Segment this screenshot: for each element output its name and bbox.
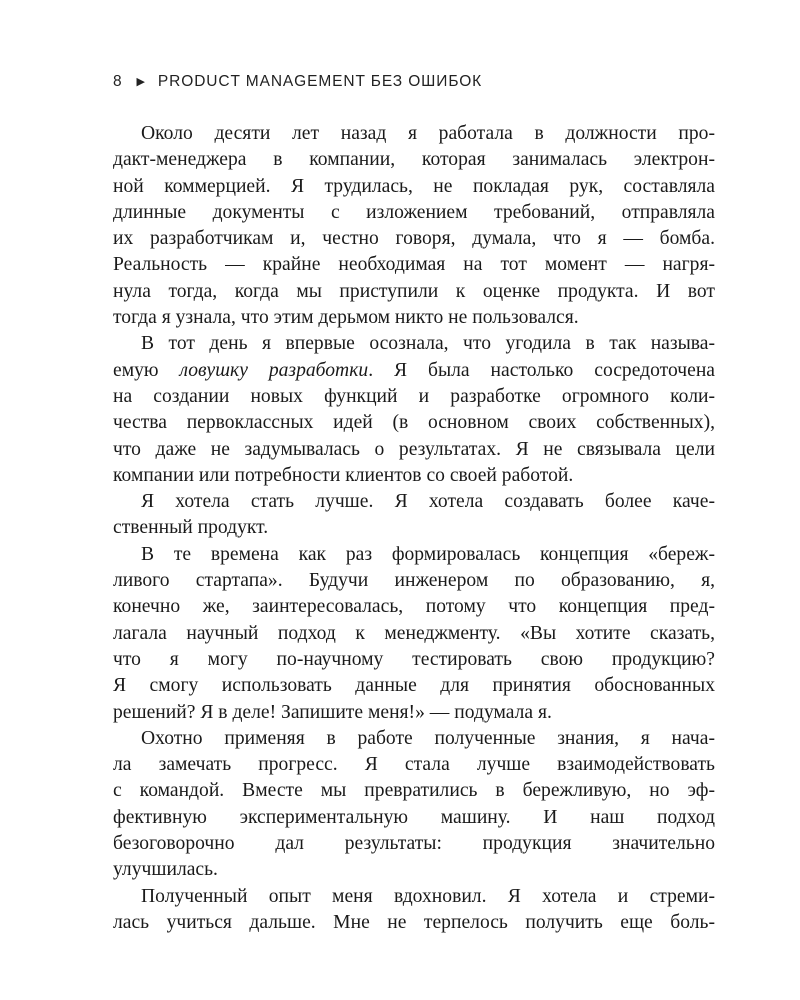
text-line-with-italic — [113, 358, 715, 384]
text-line: Охотно применяя в работе полученные знания, я нача- — [141, 727, 715, 749]
text-line: Около десяти лет назад я работала в должности про- — [141, 123, 715, 144]
text-line: дакт-менеджера в компании, которая занималась электрон- — [113, 149, 715, 171]
text-line: В те времена как раз формировалась концепция «береж- — [141, 543, 715, 565]
text-line: ливого стартапа». Будучи инженером по образованию, я, — [113, 570, 715, 592]
text-line: тогда я узнала, что этим дерьмом никто не пользовался. — [113, 307, 579, 329]
page-number: 8 — [113, 73, 123, 90]
text-line: В тот день я впервые осознала, что угодила в так называ- — [141, 333, 715, 355]
text-line: ной коммерцией. Я трудилась, не покладая рук, составляла — [113, 175, 715, 197]
text-line: улучшилась. — [113, 859, 218, 881]
text-line: на создании новых функций и разработке огромного коли- — [113, 385, 715, 407]
text-line: решений? Я в деле! Запишите меня!» — подумала я. — [113, 701, 552, 723]
text-line: Я хотела стать лучше. Я хотела создавать более каче- — [141, 491, 715, 513]
text-line: компании или потребности клиентов со своей работой. — [113, 464, 574, 486]
running-head — [113, 71, 482, 93]
text-line: Полученный опыт меня вдохновил. Я хотела и стреми- — [141, 885, 715, 907]
running-head-title: PRODUCT MANAGEMENT БЕЗ ОШИБОК — [157, 73, 483, 90]
text-line: лагала научный подход к менеджменту. «Вы хотите сказать, — [113, 622, 715, 644]
text-line: что даже не задумывалась о результатах. Я не связывала цели — [113, 438, 715, 460]
text-run: . Я была настолько сосредоточена — [368, 359, 715, 381]
text-line: конечно же, заинтересовалась, потому что концепция пред- — [113, 596, 715, 618]
triangle-marker-icon: ▶ — [136, 76, 146, 88]
text-line: Я смогу использовать данные для принятия обоснованных — [113, 675, 715, 697]
text-line: лась учиться дальше. Мне не терпелось получить еще боль- — [113, 911, 715, 933]
italic-term: ловушку разработки — [179, 359, 369, 381]
text-line: с командой. Вместе мы превратились в бережливую, но эф- — [113, 780, 715, 802]
text-line: нула тогда, когда мы приступили к оценке продукта. И вот — [113, 280, 715, 302]
text-line: фективную экспериментальную машину. И наш подход — [113, 806, 715, 828]
text-line: Реальность — крайне необходимая на тот момент — нагря- — [113, 254, 715, 276]
text-line: ла замечать прогресс. Я стала лучше взаимодействовать — [113, 754, 715, 776]
text-line: их разработчикам и, честно говоря, думала, что я — бомба. — [113, 228, 715, 250]
text-run: емую — [113, 359, 180, 381]
text-line: чества первоклассных идей (в основном своих собственных), — [113, 412, 715, 434]
body-text — [113, 121, 715, 936]
text-line: безоговорочно дал результаты: продукция значительно — [113, 833, 715, 855]
text-line: что я могу по-научному тестировать свою продукцию? — [113, 648, 715, 670]
text-line: ственный продукт. — [113, 517, 269, 539]
text-line: длинные документы с изложением требований, отправляла — [113, 201, 715, 223]
